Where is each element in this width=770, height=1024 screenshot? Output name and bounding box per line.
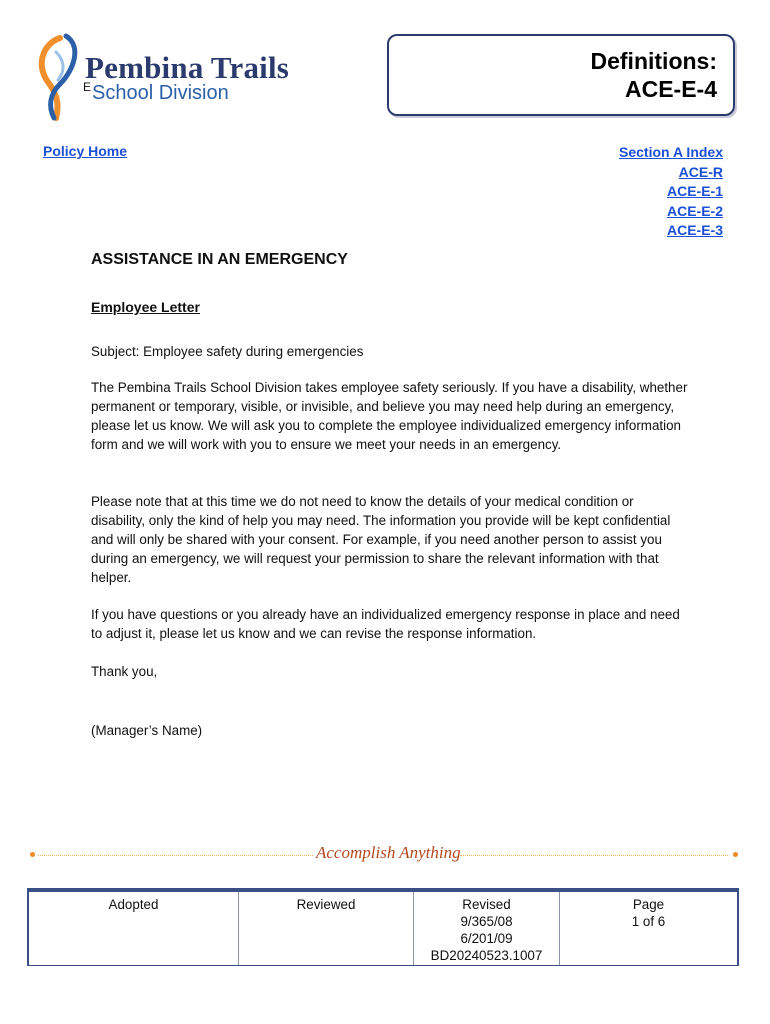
- ace-e-1-link[interactable]: ACE-E-1: [666, 183, 723, 199]
- section-a-index-link[interactable]: Section A Index: [619, 144, 723, 160]
- revised-date-2: 6/201/09: [460, 931, 513, 946]
- divider-dot-right: [733, 852, 738, 857]
- reviewed-cell: [239, 892, 414, 965]
- policy-history-table: [27, 888, 739, 966]
- stray-character: E: [83, 80, 92, 94]
- ribbon-logo-icon: [30, 30, 90, 125]
- divider-dash-right: [460, 855, 728, 856]
- divider-dash-left: [38, 855, 313, 856]
- section-links: [619, 143, 723, 241]
- revised-date-3: BD20240523.1007: [430, 948, 543, 963]
- policy-home-link[interactable]: Policy Home: [43, 143, 128, 159]
- closing-line: Thank you,: [91, 664, 158, 679]
- org-name-line1: Pembina Trails: [85, 50, 290, 85]
- definitions-box: [387, 34, 735, 116]
- ace-e-2-link[interactable]: ACE-E-2: [666, 202, 723, 219]
- definitions-title: Definitions:: [590, 48, 717, 74]
- adopted-label: Adopted: [108, 897, 159, 912]
- slogan-text: Accomplish Anything: [316, 843, 461, 862]
- revised-date-1: 9/365/08: [460, 914, 513, 929]
- adopted-cell: [29, 892, 239, 965]
- org-name-line2: School Division: [92, 82, 229, 104]
- paragraph-2: Please note that at this time we do not need to know the details of your medical condition or disability, only the kind of help you may need. The information you provide will be kept confidential and will only be shared with your consent. For example, if you need another person to assist you during an emergency, we will request your permission to share the relevant information with that helper.: [91, 494, 671, 585]
- revised-cell: [414, 892, 560, 965]
- document-subheading: Employee Letter: [91, 299, 200, 315]
- divider-dot-left: [30, 852, 35, 857]
- ace-e-3-link[interactable]: ACE-E-3: [666, 222, 723, 238]
- page-label: Page: [632, 897, 665, 912]
- policy-code: ACE-E-4: [624, 76, 717, 102]
- paragraph-3: If you have questions or you already have an individualized emergency response in place and need to adjust it, please let us know and we can revise the response information.: [91, 607, 680, 641]
- reviewed-label: Reviewed: [296, 897, 356, 912]
- paragraph-1: The Pembina Trails School Division takes employee safety seriously. If you have a disability, whether permanent or temporary, visible, or invisible, and believe you may need help during an emergency, please let us know. We will ask you to complete the employee individualized emergency information form and we will work with you to ensure we meet your needs in an emergency.: [91, 380, 688, 452]
- revised-label: Revised: [462, 897, 511, 912]
- document-heading: ASSISTANCE IN AN EMERGENCY: [91, 251, 348, 268]
- page-cell: [560, 892, 737, 965]
- subject-line: Subject: Employee safety during emergencies: [91, 344, 364, 359]
- ace-r-link[interactable]: ACE-R: [678, 163, 723, 180]
- signature-placeholder: (Manager’s Name): [91, 723, 203, 738]
- org-logo: [30, 30, 330, 125]
- page-number: 1 of 6: [631, 914, 666, 929]
